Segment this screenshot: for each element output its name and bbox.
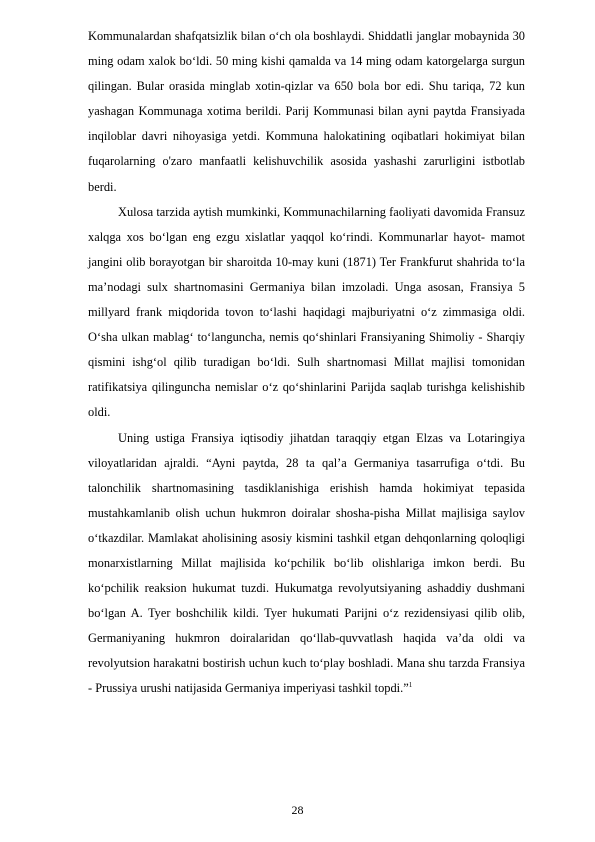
document-page [88,24,525,702]
paragraph-3-text: Uning ustiga Fransiya iqtisodiy jihatdan taraqqiy etgan Elzas va Lotaringiya viloyatlaridan ajraldi. “Ayni paytda, 28 ta qal’a Germaniya tasarrufiga o‘tdi. Bu talonchilik shartnomasining tasdiklanishiga erishish hamda hokimiyat tepasida mustahkamlanib olish uchun hukmron doiralar shosha-pisha Millat majlisiga saylov o‘tkazdilar. Mamlakat aholisining asosiy kismini tashkil etgan dehqonlarning qoloqligi monarxistlarning Millat majlisida ko‘pchilik bo‘lib olishlariga imkon berdi. Bu ko‘pchilik reaksion hukumat tuzdi. Hukumatga revolyutsiyaning ashaddiy dushmani bo‘lgan A. Tyer boshchilik kildi. Tyer hukumati Parijni o‘z rezidensiyasi qilib olib, Germaniyaning hukmron doiralaridan qo‘llab-quvvatlash haqida va’da oldi va revolyutsion harakatni bostirish uchun kuch to‘play boshladi. Mana shu tarzda Fransiya - Prussiya urushi natijasida Germaniya imperiyasi tashkil topdi.” [88,430,525,696]
page-number: 28 [291,803,304,817]
paragraph-2: Xulosa tarzida aytish mumkinki, Kommunachilarning faoliyati davomida Fransuz xalqga xos bo‘lgan eng ezgu xislatlar yaqqol ko‘rindi. Kommunarlar hayot- mamot jangini olib borayotgan bir sharoitda 10-may kuni (1871) Ter Frankfurut shahrida to‘la ma’nodagi sulx shartnomasini Germaniya bilan imzoladi. Unga asosan, Fransiya 5 millyard frank miqdorida tovon to‘lashi haqidagi majburiyatni o‘z zimmasiga oldi. O‘sha ulkan mablag‘ to‘languncha, nemis qo‘shinlari Fransiyaning Shimoliy - Sharqiy qismini ishg‘ol qilib turadigan bo‘ldi. Sulh shartnomasi Millat majlisi tomonidan ratifikatsiya qilinguncha nemislar o‘z qo‘shinlarini Parijda saqlab turishga kelishishib oldi. [88,204,525,420]
footnote-marker[interactable]: 1 [408,681,413,690]
paragraph-3 [88,426,525,702]
paragraph-1: Kommunalardan shafqatsizlik bilan o‘ch ola boshlaydi. Shiddatli janglar mobaynida 30 ming odam xalok bo‘ldi. 50 ming kishi qamalda va 14 ming odam katorgelarga surgun qilingan. Bular orasida minglab xotin-qizlar va 650 bola bor edi. Shu tariqa, 72 kun yashagan Kommunaga xotima berildi. Parij Kommunasi bilan ayni paytda Fransiyada inqiloblar davri nihoyasiga yetdi. Kommuna halokatining oqibatlari hokimiyat bilan fuqarolarning o'zaro manfaatli kelishuvchilik asosida yashashi zarurligini istbotlab berdi. [88,29,525,194]
